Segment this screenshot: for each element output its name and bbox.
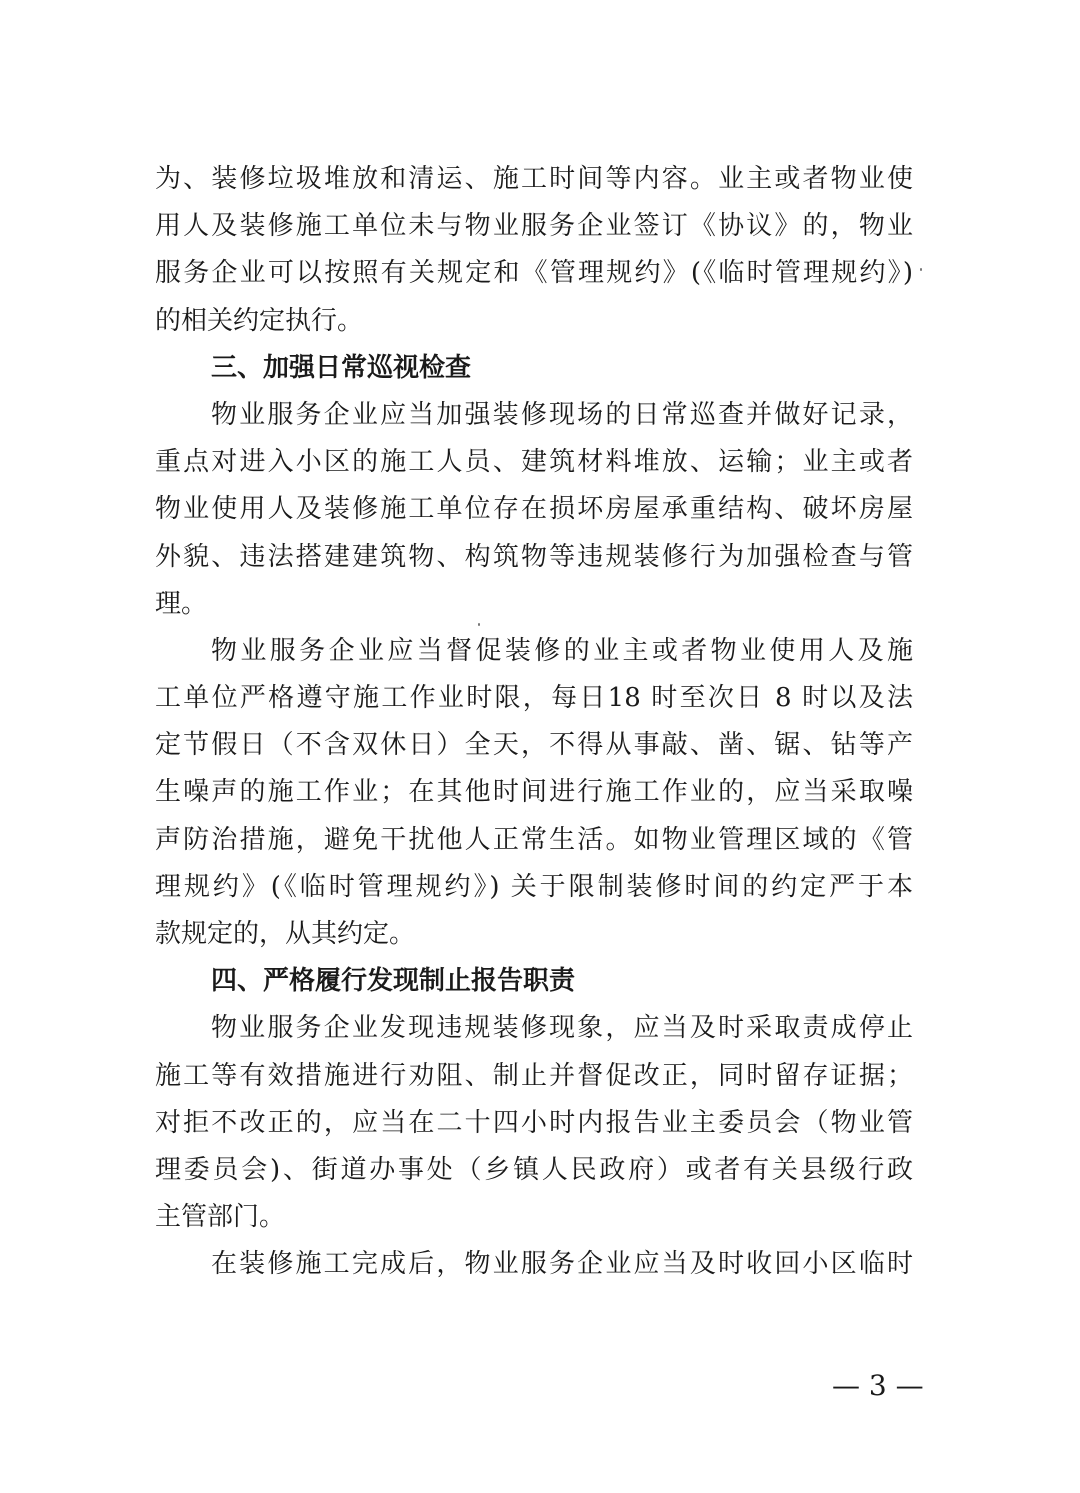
body-line: 物业服务企业应当加强装修现场的日常巡查并做好记录， (211, 399, 913, 430)
body-line: 在装修施工完成后，物业服务企业应当及时收回小区临时 (211, 1249, 913, 1280)
body-line: 物业使用人及装修施工单位存在损坏房屋承重结构、破坏房屋 (155, 494, 913, 525)
body-line: 理规约》(《临时管理规约》) 关于限制装修时间的约定严于本 (155, 871, 913, 902)
page-number: — 3 — (832, 1369, 924, 1402)
body-line: 物业服务企业应当督促装修的业主或者物业使用人及施 (211, 635, 913, 666)
body-line: 服务企业可以按照有关规定和《管理规约》(《临时管理规约》) (155, 258, 913, 289)
body-line: 对拒不改正的，应当在二十四小时内报告业主委员会（物业管 (155, 1107, 913, 1138)
body-line: 用人及装修施工单位未与物业服务企业签订《协议》的，物业 (155, 211, 913, 242)
body-line: 物业服务企业发现违规装修现象，应当及时采取责成停止 (211, 1013, 913, 1044)
body-line: 为、装修垃圾堆放和清运、施工时间等内容。业主或者物业使 (155, 164, 913, 194)
body-line: 理委员会)、街道办事处（乡镇人民政府）或者有关县级行政 (155, 1154, 913, 1185)
body-line: 定节假日（不含双休日）全天，不得从事敲、凿、锯、钻等产 (155, 730, 913, 761)
section-heading-4: 四、严格履行发现制止报告职责 (211, 966, 576, 997)
body-line: 施工等有效措施进行劝阻、制止并督促改正，同时留存证据； (155, 1060, 913, 1091)
body-line: 主管部门。 (155, 1202, 286, 1233)
section-heading-3: 三、加强日常巡视检查 (211, 352, 472, 383)
body-line: 工单位严格遵守施工作业时限，每日18 时至次日 8 时以及法 (155, 683, 913, 714)
body-line: 声防治措施，避免干扰他人正常生活。如物业管理区域的《管 (155, 824, 913, 855)
body-line: 外貌、违法搭建建筑物、构筑物等违规装修行为加强检查与管 (155, 541, 913, 572)
document-body (155, 156, 913, 1289)
body-line: 款规定的，从其约定。 (155, 919, 416, 949)
scan-speck (920, 268, 922, 271)
body-line: 重点对进入小区的施工人员、建筑材料堆放、运输；业主或者 (155, 447, 913, 478)
body-line: 理。 (155, 588, 208, 619)
scan-speck (478, 623, 480, 626)
body-line: 生噪声的施工作业；在其他时间进行施工作业的，应当采取噪 (155, 777, 913, 808)
body-line: 的相关约定执行。 (155, 305, 364, 336)
